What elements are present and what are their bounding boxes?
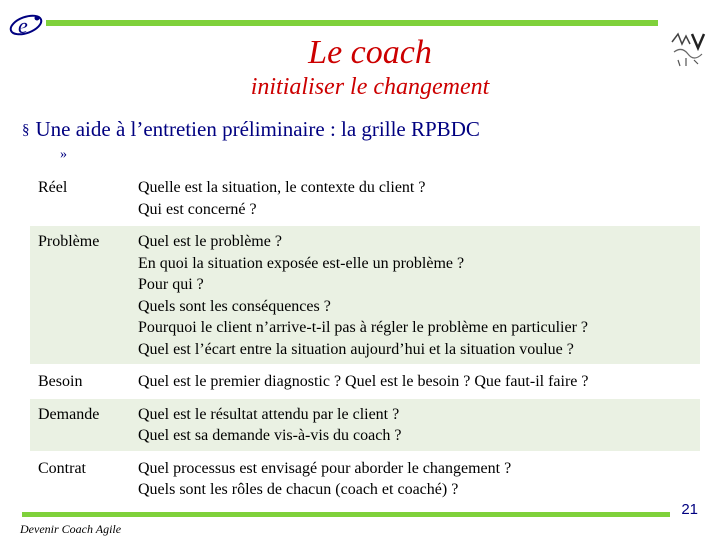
question-line: Quel est le résultat attendu par le client ? — [138, 405, 400, 423]
question-line: Quels sont les rôles de chacun (coach et coaché) ? — [138, 481, 459, 498]
row-label: Besoin — [38, 373, 83, 390]
row-questions — [130, 398, 700, 452]
row-questions — [130, 225, 700, 365]
question-line: Quel est l’écart entre la situation aujourd’hui et la situation voulue ? — [138, 340, 574, 358]
row-questions — [130, 172, 700, 225]
row-label: Problème — [30, 225, 130, 365]
bullet-icon: § — [22, 122, 30, 138]
question-line: Quel processus est envisagé pour aborder le changement ? — [138, 459, 512, 477]
question-line: Quel est le premier diagnostic ? Quel est le besoin ? Que faut-il faire ? — [138, 373, 589, 390]
question-line: Quels sont les conséquences ? — [138, 297, 331, 315]
question-line: Qui est concerné ? — [138, 200, 257, 218]
question-line: Quelle est la situation, le contexte du client ? — [138, 179, 426, 196]
header-accent-bar — [46, 20, 658, 26]
rpbdc-grid — [30, 172, 700, 507]
question-line: Quel est le problème ? — [138, 233, 282, 250]
question-line: En quoi la situation exposée est-elle un problème ? — [138, 254, 465, 272]
section-heading-text: Une aide à l’entretien préliminaire : la grille RPBDC — [35, 117, 480, 141]
row-label: Demande — [30, 398, 130, 452]
sub-bullet-icon: » — [60, 147, 67, 162]
page-number: 21 — [681, 501, 698, 518]
row-label: Contrat — [38, 459, 86, 477]
svg-text:e: e — [18, 13, 28, 38]
table-row — [30, 225, 700, 365]
section-heading — [22, 117, 480, 142]
slide-subtitle: initialiser le changement — [250, 74, 490, 100]
table-row — [30, 365, 700, 398]
question-line: Pourquoi le client n’arrive-t-il pas à régler le problème en particulier ? — [138, 319, 589, 336]
row-questions — [130, 365, 700, 398]
question-line: Quel est sa demande vis-à-vis du coach ? — [138, 427, 402, 444]
question-line: Pour qui ? — [138, 276, 204, 293]
row-questions — [130, 452, 700, 506]
footer-accent-bar — [22, 512, 670, 517]
footer-text: Devenir Coach Agile — [20, 522, 122, 536]
slide-title: Le coach — [308, 34, 432, 71]
table-row — [30, 172, 700, 225]
table-row — [30, 452, 700, 506]
row-label: Réel — [38, 179, 68, 196]
table-row — [30, 398, 700, 452]
